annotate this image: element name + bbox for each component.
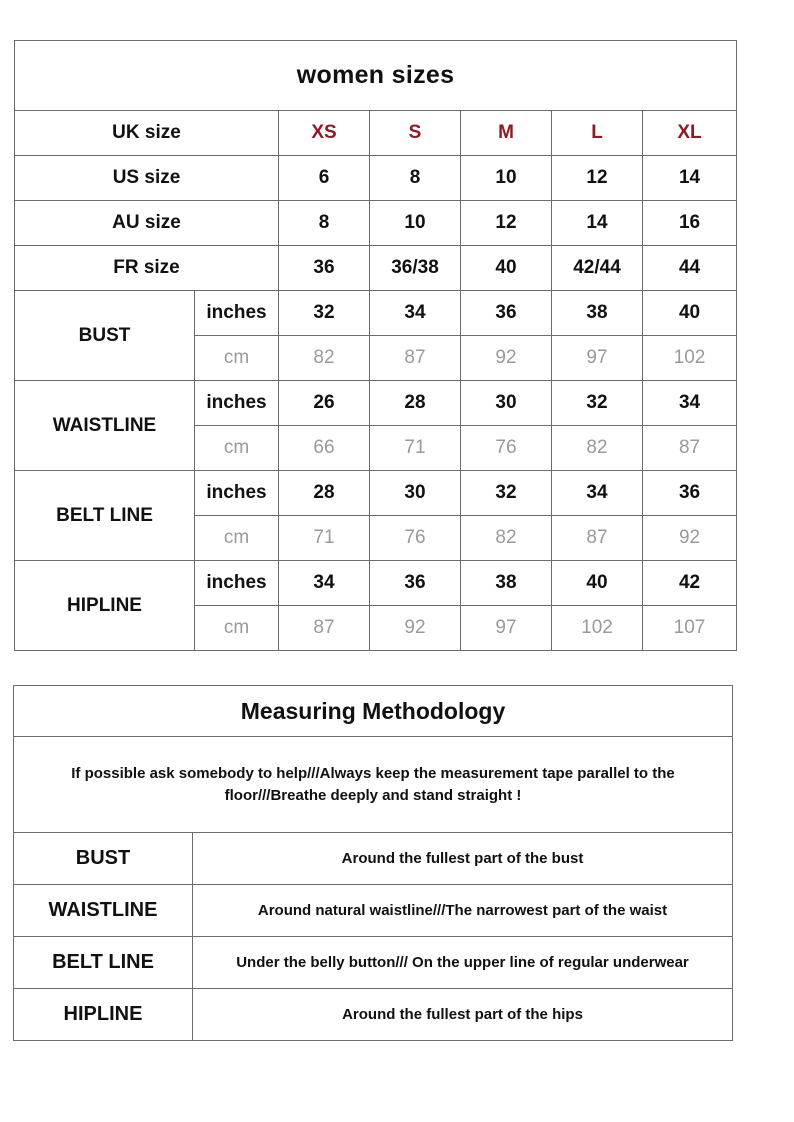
- inches-value: 32: [279, 291, 370, 336]
- inches-value: 30: [370, 471, 461, 516]
- inches-value: 34: [370, 291, 461, 336]
- method-row-hipline: [14, 989, 733, 1041]
- inches-value: 32: [461, 471, 552, 516]
- method-label: HIPLINE: [14, 989, 193, 1041]
- size-chart-title: women sizes: [15, 41, 737, 111]
- size-l: L: [552, 111, 643, 156]
- inches-value: 28: [370, 381, 461, 426]
- cm-value: 87: [552, 516, 643, 561]
- methodology-intro: If possible ask somebody to help///Always keep the measurement tape parallel to the floor///Breathe deeply and stand straight !: [14, 737, 733, 833]
- cm-value: 92: [461, 336, 552, 381]
- size-value: 42/44: [552, 246, 643, 291]
- cm-value: 82: [461, 516, 552, 561]
- uk-size-row: [15, 111, 737, 156]
- method-description: Around the fullest part of the hips: [193, 989, 733, 1041]
- method-label: WAISTLINE: [14, 885, 193, 937]
- methodology-title: Measuring Methodology: [14, 686, 733, 737]
- inches-value: 34: [552, 471, 643, 516]
- us-size-label: US size: [15, 156, 279, 201]
- method-row-belt-line: [14, 937, 733, 989]
- belt-line-inches-row: [15, 471, 737, 516]
- method-label: BUST: [14, 833, 193, 885]
- size-value: 12: [552, 156, 643, 201]
- size-value: 36: [279, 246, 370, 291]
- cm-value: 97: [461, 606, 552, 651]
- inches-value: 36: [461, 291, 552, 336]
- cm-value: 97: [552, 336, 643, 381]
- size-value: 16: [643, 201, 737, 246]
- cm-label: cm: [195, 426, 279, 471]
- inches-value: 40: [552, 561, 643, 606]
- size-value: 6: [279, 156, 370, 201]
- uk-size-label: UK size: [15, 111, 279, 156]
- bust-inches-row: [15, 291, 737, 336]
- inches-label: inches: [195, 381, 279, 426]
- inches-value: 34: [643, 381, 737, 426]
- belt-line-label: BELT LINE: [15, 471, 195, 561]
- inches-value: 30: [461, 381, 552, 426]
- method-description: Around natural waistline///The narrowest part of the waist: [193, 885, 733, 937]
- fr-size-row: [15, 246, 737, 291]
- cm-value: 66: [279, 426, 370, 471]
- size-value: 8: [279, 201, 370, 246]
- size-value: 36/38: [370, 246, 461, 291]
- inches-label: inches: [195, 291, 279, 336]
- cm-value: 87: [279, 606, 370, 651]
- inches-value: 38: [461, 561, 552, 606]
- inches-value: 26: [279, 381, 370, 426]
- inches-label: inches: [195, 471, 279, 516]
- cm-label: cm: [195, 606, 279, 651]
- cm-value: 76: [461, 426, 552, 471]
- size-s: S: [370, 111, 461, 156]
- inches-value: 38: [552, 291, 643, 336]
- cm-value: 82: [552, 426, 643, 471]
- waistline-label: WAISTLINE: [15, 381, 195, 471]
- fr-size-label: FR size: [15, 246, 279, 291]
- inches-value: 42: [643, 561, 737, 606]
- size-value: 44: [643, 246, 737, 291]
- method-row-bust: [14, 833, 733, 885]
- size-value: 10: [370, 201, 461, 246]
- size-xl: XL: [643, 111, 737, 156]
- cm-value: 107: [643, 606, 737, 651]
- cm-value: 82: [279, 336, 370, 381]
- hipline-label: HIPLINE: [15, 561, 195, 651]
- size-chart-table: [14, 40, 737, 651]
- size-value: 14: [552, 201, 643, 246]
- us-size-row: [15, 156, 737, 201]
- bust-label: BUST: [15, 291, 195, 381]
- cm-label: cm: [195, 336, 279, 381]
- method-description: Under the belly button/// On the upper line of regular underwear: [193, 937, 733, 989]
- cm-value: 92: [643, 516, 737, 561]
- cm-value: 87: [370, 336, 461, 381]
- size-value: 40: [461, 246, 552, 291]
- measuring-methodology-table: [13, 685, 733, 1041]
- method-description: Around the fullest part of the bust: [193, 833, 733, 885]
- method-row-waistline: [14, 885, 733, 937]
- cm-value: 92: [370, 606, 461, 651]
- cm-value: 102: [643, 336, 737, 381]
- cm-value: 71: [279, 516, 370, 561]
- method-label: BELT LINE: [14, 937, 193, 989]
- size-m: M: [461, 111, 552, 156]
- inches-value: 28: [279, 471, 370, 516]
- cm-label: cm: [195, 516, 279, 561]
- inches-value: 36: [643, 471, 737, 516]
- cm-value: 102: [552, 606, 643, 651]
- hipline-inches-row: [15, 561, 737, 606]
- size-value: 14: [643, 156, 737, 201]
- cm-value: 76: [370, 516, 461, 561]
- inches-value: 32: [552, 381, 643, 426]
- waistline-inches-row: [15, 381, 737, 426]
- inches-value: 34: [279, 561, 370, 606]
- size-value: 8: [370, 156, 461, 201]
- size-xs: XS: [279, 111, 370, 156]
- size-value: 12: [461, 201, 552, 246]
- au-size-row: [15, 201, 737, 246]
- au-size-label: AU size: [15, 201, 279, 246]
- cm-value: 87: [643, 426, 737, 471]
- inches-value: 36: [370, 561, 461, 606]
- cm-value: 71: [370, 426, 461, 471]
- inches-value: 40: [643, 291, 737, 336]
- size-value: 10: [461, 156, 552, 201]
- inches-label: inches: [195, 561, 279, 606]
